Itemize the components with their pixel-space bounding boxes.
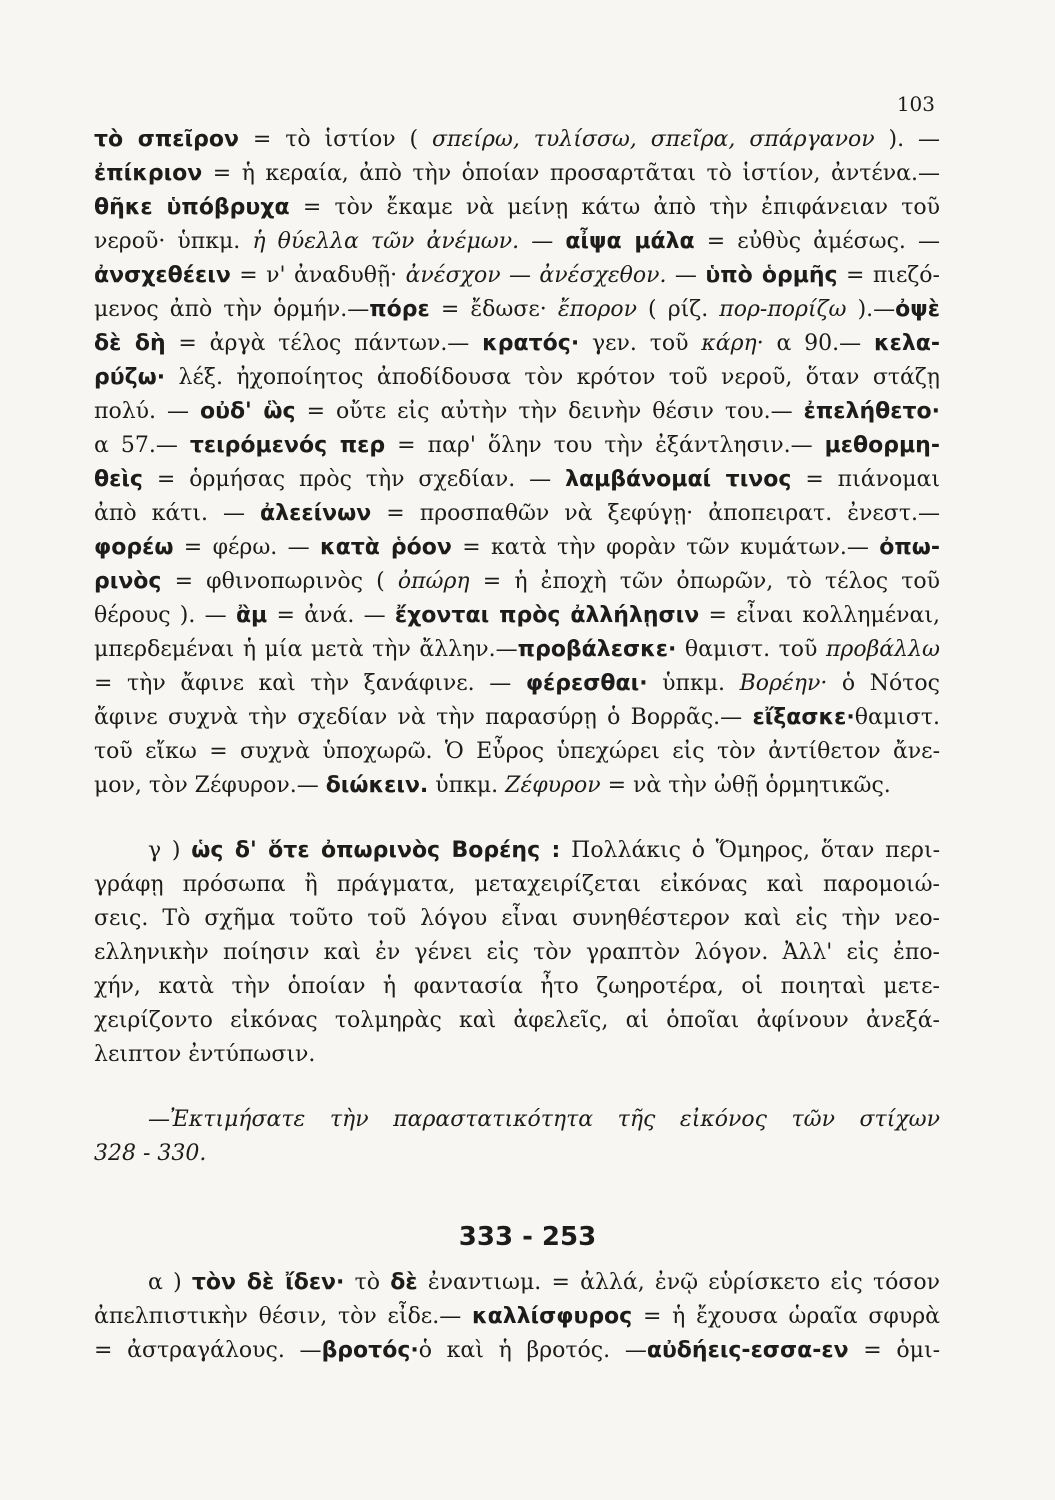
headword: διώκειν.: [325, 773, 429, 798]
headword: ἐπίκριον: [94, 161, 203, 186]
text-line: [94, 904, 940, 934]
text-line: [94, 533, 940, 563]
text-line: [94, 431, 940, 461]
text-segment: ).—: [846, 297, 896, 322]
headword: ἀλεείνων: [260, 501, 372, 526]
headword: αὐδήεις-εσσα-εν: [646, 1338, 849, 1363]
text-segment: = ἡ ἐποχὴ τῶν ὀπωρῶν, τὸ τέλος τοῦ: [469, 569, 940, 594]
headword: ρινὸς: [94, 569, 162, 594]
text-segment: = ὁμι-: [848, 1338, 940, 1363]
text-segment: = ν' ἀναδυθῇ·: [230, 263, 406, 288]
italic-text: ἔπορον: [557, 297, 637, 322]
text-line: [94, 329, 940, 359]
italic-text: —Ἐκτιμήσατε τὴν παραστατικότητα τῆς εἰκόνος τῶν στίχων: [148, 1107, 940, 1132]
headword: εἴξασκε·: [752, 705, 855, 730]
text-segment: = πιεζό-: [837, 263, 940, 288]
text-segment: τοῦ εἴκω = συχνὰ ὑποχωρῶ. Ὁ Εὖρος ὑπεχώρει εἰς τὸν ἀντίθετον ἄνε-: [94, 739, 940, 764]
headword: θῆκε ὑπόβρυχα: [94, 195, 290, 220]
text-line: [94, 125, 940, 155]
text-segment: = ἀστραγάλους. —: [94, 1338, 322, 1363]
text-segment: ἀπὸ κάτι. —: [94, 501, 261, 526]
text-segment: α 90.—: [763, 331, 874, 356]
headword: θεὶς: [94, 467, 143, 492]
text-segment: ὁ Νότος: [827, 671, 940, 696]
italic-text: προβάλλω: [825, 637, 940, 662]
headword: φέρεσθαι·: [525, 671, 648, 696]
text-segment: θέρους ). —: [94, 603, 236, 628]
text-segment: ελληνικὴν ποίησιν καὶ ἐν γένει εἰς τὸν γραπτὸν λόγον. Ἀλλ' εἰς ἐπο-: [94, 940, 940, 965]
headword: φορέω: [94, 535, 174, 560]
text-segment: θαμιστ.: [854, 705, 940, 730]
italic-text: Ζέφυρον: [505, 773, 601, 798]
text-segment: = ἡ κεραία, ἀπὸ τὴν ὁποίαν προσαρτᾶται τὸ ἱστίον, ἀντένα.—: [202, 161, 940, 186]
text-segment: Πολλάκις ὁ Ὅμηρος, ὅταν περι-: [560, 838, 941, 863]
text-segment: νεροῦ· ὑπκμ.: [94, 229, 253, 254]
text-line: [94, 1040, 940, 1070]
text-segment: σεις. Τὸ σχῆμα τοῦτο τοῦ λόγου εἶναι συνηθέστερον καὶ εἰς τὴν νεο-: [94, 906, 940, 931]
text-segment: α 57.—: [94, 433, 190, 458]
headword: ἔχονται πρὸς ἀλλήλῃσιν: [394, 603, 700, 628]
headword: λαμβάνομαί τινος: [565, 467, 792, 492]
text-segment: = πιάνομαι: [791, 467, 940, 492]
section-heading: 333 - 253: [458, 1222, 597, 1252]
text-segment: α ): [148, 1270, 192, 1295]
text-segment: = προσπαθῶν νὰ ξεφύγῃ· ἀποπειρατ. ἐνεστ.—: [371, 501, 940, 526]
text-line: [94, 870, 940, 900]
italic-text: ὀπώρη: [397, 569, 470, 594]
headword: αἶψα μάλα: [565, 229, 695, 254]
text-line: [94, 737, 940, 767]
headword: βροτός·: [321, 1338, 419, 1363]
text-segment: ἄφινε συχνὰ τὴν σχεδίαν νὰ τὴν παρασύρῃ ὁ Βορρᾶς.—: [94, 705, 753, 730]
text-segment: = ὁρμήσας πρὸς τὴν σχεδίαν. —: [142, 467, 566, 492]
text-segment: = παρ' ὅλην του τὴν ἐξάντλησιν.—: [385, 433, 825, 458]
text-segment: γράφῃ πρόσωπα ἢ πράγματα, μεταχειρίζεται εἰκόνας καὶ παρομοιώ-: [94, 872, 940, 897]
text-segment: = φθινοπωρινὸς (: [161, 569, 398, 594]
text-line: [94, 771, 940, 801]
text-line: [94, 703, 940, 733]
headword: κρατός·: [482, 331, 580, 356]
text-line: [94, 193, 940, 223]
text-segment: πολύ. —: [94, 399, 200, 424]
text-segment: μον, τὸν Ζέφυρον.—: [94, 773, 326, 798]
headword: ὀψὲ: [895, 297, 940, 322]
text-segment: = νὰ τὴν ὠθῇ ὁρμητικῶς.: [600, 773, 891, 798]
text-line: [94, 601, 940, 631]
text-segment: λειπτον ἐντύπωσιν.: [94, 1042, 316, 1067]
text-segment: ). —: [874, 127, 941, 152]
headword: τειρόμενός περ: [189, 433, 386, 458]
text-line: [94, 261, 940, 291]
text-segment: γεν. τοῦ: [579, 331, 702, 356]
text-segment: = οὔτε εἰς αὐτὴν τὴν δεινὴν θέσιν του.—: [295, 399, 804, 424]
headword: δὲ δὴ: [94, 331, 166, 356]
text-line: [94, 1006, 940, 1036]
text-segment: χήν, κατὰ τὴν ὁποίαν ἡ φαντασία ἦτο ζωηροτέρα, οἱ ποιηταὶ μετε-: [94, 974, 940, 999]
text-segment: —: [666, 263, 706, 288]
text-line: [94, 465, 940, 495]
text-segment: = εἶναι κολλημέναι,: [699, 603, 940, 628]
headword: ὑπὸ ὁρμῆς: [705, 263, 838, 288]
text-segment: μενος ἀπὸ τὴν ὁρμήν.—: [94, 297, 370, 322]
headword: ἀνσχεθέειν: [94, 263, 231, 288]
text-segment: ὑπκμ.: [428, 773, 506, 798]
text-segment: ( ρίζ.: [636, 297, 720, 322]
headword: δὲ: [390, 1270, 418, 1295]
headword: τὸν δὲ ἴδεν·: [191, 1270, 345, 1295]
headword: ἂμ: [235, 603, 268, 628]
italic-text: 328 - 330.: [94, 1141, 207, 1166]
headword: ρύζω·: [94, 365, 166, 390]
text-line: [148, 1105, 940, 1135]
text-segment: = ἡ ἔχουσα ὡραῖα σφυρὰ: [632, 1304, 940, 1329]
italic-text: σπείρω, τυλίσσω, σπεῖρα, σπάργανον: [432, 127, 875, 152]
text-segment: = τὸν ἔκαμε νὰ μείνῃ κάτω ἀπὸ τὴν ἐπιφάνειαν τοῦ: [289, 195, 940, 220]
text-line: [94, 938, 940, 968]
text-line: [94, 972, 940, 1002]
text-segment: θαμιστ. τοῦ: [676, 637, 826, 662]
text-segment: = ἀνά. —: [267, 603, 395, 628]
text-line: [94, 669, 940, 699]
text-segment: ὑπκμ.: [647, 671, 740, 696]
text-line: [94, 567, 940, 597]
italic-text: ἡ θύελλα τῶν ἀνέμων.: [252, 229, 520, 254]
headword: πόρε: [369, 297, 430, 322]
text-segment: = τὸ ἱστίον (: [238, 127, 433, 152]
italic-text: κάρη·: [701, 331, 764, 356]
italic-text: Βορέην·: [739, 671, 828, 696]
text-segment: —: [519, 229, 566, 254]
headword: κατὰ ῥόον: [319, 535, 452, 560]
text-segment: = φέρω. —: [173, 535, 320, 560]
text-segment: τὸ: [344, 1270, 391, 1295]
headword: οὐδ' ὣς: [199, 399, 296, 424]
text-segment: = τὴν ἄφινε καὶ τὴν ξανάφινε. —: [94, 671, 526, 696]
text-segment: μπερδεμέναι ἡ μία μετὰ τὴν ἄλλην.—: [94, 637, 518, 662]
headword: προβάλεσκε·: [517, 637, 677, 662]
italic-text: ἀνέσχον — ἀνέσχεθον.: [405, 263, 667, 288]
text-segment: ἀπελπιστικὴν θέσιν, τὸν εἶδε.—: [94, 1304, 472, 1329]
text-line: [148, 1268, 940, 1298]
text-line: [94, 159, 940, 189]
text-segment: λέξ. ἠχοποίητος ἀποδίδουσα τὸν κρότον τοῦ νεροῦ, ὅταν στάζῃ: [165, 365, 940, 390]
text-segment: = ἔδωσε·: [429, 297, 558, 322]
headword: ὀπω-: [879, 535, 940, 560]
page-number: 103: [896, 92, 935, 116]
text-line: [94, 635, 940, 665]
text-line: [94, 1302, 940, 1332]
text-segment: = ἀργὰ τέλος πάντων.—: [165, 331, 483, 356]
text-segment: γ ): [148, 838, 192, 863]
text-line: [148, 836, 940, 866]
headword: μεθορμη-: [824, 433, 940, 458]
headword: ἐπελήθετο·: [803, 399, 940, 424]
text-segment: ὁ καὶ ἡ βροτός. —: [418, 1338, 647, 1363]
headword: τὸ σπεῖρον: [94, 127, 239, 152]
italic-text: πορ-πορίζω: [719, 297, 847, 322]
text-line: [94, 397, 940, 427]
text-line: [94, 1336, 940, 1366]
text-segment: χειρίζοντο εἰκόνας τολμηρὰς καὶ ἀφελεῖς, αἱ ὁποῖαι ἀφίνουν ἀνεξά-: [94, 1008, 940, 1033]
headword: ὡς δ' ὅτε ὀπωρινὸς Βορέης :: [191, 838, 561, 863]
text-line: [94, 227, 940, 257]
text-segment: = κατὰ τὴν φορὰν τῶν κυμάτων.—: [451, 535, 880, 560]
text-segment: ἐναντιωμ. = ἀλλά, ἐνῷ εὑρίσκετο εἰς τόσον: [417, 1270, 940, 1295]
text-line: [94, 363, 940, 393]
text-line: [94, 1139, 940, 1169]
text-segment: = εὐθὺς ἀμέσως. —: [694, 229, 941, 254]
text-line: [94, 499, 940, 529]
text-line: [94, 295, 940, 325]
headword: καλλίσφυρος: [471, 1304, 633, 1329]
headword: κελα-: [873, 331, 940, 356]
